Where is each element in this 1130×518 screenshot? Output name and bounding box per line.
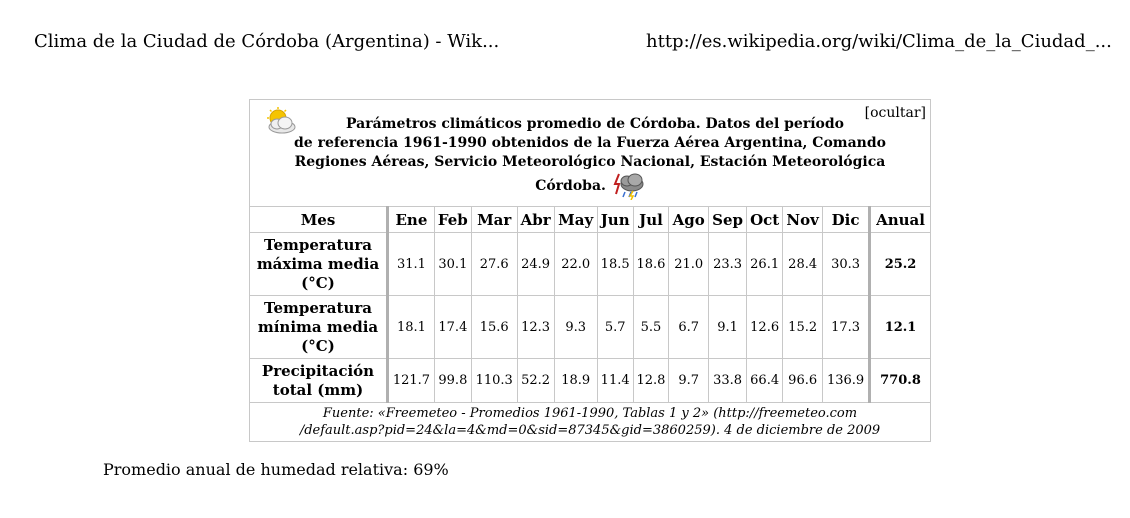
header-month: Ene	[388, 207, 435, 233]
table-cell: 9.1	[709, 296, 747, 359]
header-month: Nov	[783, 207, 823, 233]
header-month: Abr	[517, 207, 554, 233]
table-cell: 136.9	[823, 359, 870, 403]
caption-line-rest: de referencia 1961-1990 obtenidos de la Fuerza Aérea Argentina, Comando Regiones Aéreas, Servicio Meteorológico Nacional, Estación Meteorológica Córdoba.	[294, 134, 886, 194]
table-cell: 110.3	[471, 359, 517, 403]
header-month: Mar	[471, 207, 517, 233]
header-month: Dic	[823, 207, 870, 233]
table-cell: 11.4	[597, 359, 633, 403]
table-cell: 28.4	[783, 233, 823, 296]
table-cell: 30.3	[823, 233, 870, 296]
header-month: Jun	[597, 207, 633, 233]
header-month: Oct	[747, 207, 783, 233]
table-header-row	[250, 207, 931, 233]
row-label-precipitation: Precipitación total (mm)	[250, 359, 388, 403]
table-caption	[250, 107, 930, 200]
table-cell: 5.5	[633, 296, 669, 359]
table-cell: 18.6	[633, 233, 669, 296]
header-month: May	[554, 207, 597, 233]
table-cell: 22.0	[554, 233, 597, 296]
page-url[interactable]: http://es.wikipedia.org/wiki/Clima_de_la_Ciudad_...	[646, 31, 1112, 52]
header-month: Sep	[709, 207, 747, 233]
source-line-1[interactable]: Fuente: «Freemeteo - Promedios 1961-1990, Tablas 1 y 2» (http://freemeteo.com	[322, 406, 858, 421]
table-cell: 12.8	[633, 359, 669, 403]
table-cell: 66.4	[747, 359, 783, 403]
annual-cell: 12.1	[870, 296, 931, 359]
hide-table-link[interactable]: [ocultar]	[864, 105, 926, 121]
humidity-text: Promedio anual de humedad relativa: 69%	[103, 460, 449, 479]
table-cell: 17.3	[823, 296, 870, 359]
table-cell: 6.7	[669, 296, 709, 359]
table-cell: 21.0	[669, 233, 709, 296]
table-source	[250, 403, 931, 442]
table-cell: 18.5	[597, 233, 633, 296]
table-row	[250, 233, 931, 296]
storm-cloud-icon	[613, 172, 645, 200]
header-month: Jul	[633, 207, 669, 233]
caption-line-1: Parámetros climáticos promedio de Córdoba. Datos del período	[346, 115, 844, 132]
table-cell: 9.7	[669, 359, 709, 403]
table-cell: 15.6	[471, 296, 517, 359]
table-row	[250, 359, 931, 403]
table-cell: 33.8	[709, 359, 747, 403]
table-cell: 24.9	[517, 233, 554, 296]
table-cell: 99.8	[434, 359, 471, 403]
table-cell: 12.6	[747, 296, 783, 359]
table-cell: 12.3	[517, 296, 554, 359]
table-cell: 26.1	[747, 233, 783, 296]
table-cell: 52.2	[517, 359, 554, 403]
annual-cell: 770.8	[870, 359, 931, 403]
header-month-label: Mes	[250, 207, 388, 233]
table-cell: 5.7	[597, 296, 633, 359]
table-cell: 9.3	[554, 296, 597, 359]
table-cell: 18.1	[388, 296, 435, 359]
row-label-max-temp: Temperatura máxima media (°C)	[250, 233, 388, 296]
table-cell: 31.1	[388, 233, 435, 296]
table-cell: 96.6	[783, 359, 823, 403]
climate-table	[249, 99, 931, 442]
table-cell: 17.4	[434, 296, 471, 359]
table-cell: 23.3	[709, 233, 747, 296]
partly-cloudy-icon	[264, 107, 298, 135]
header-month: Feb	[434, 207, 471, 233]
annual-cell: 25.2	[870, 233, 931, 296]
table-caption-cell	[250, 100, 931, 207]
table-cell: 121.7	[388, 359, 435, 403]
table-cell: 30.1	[434, 233, 471, 296]
table-row	[250, 296, 931, 359]
row-label-min-temp: Temperatura mínima media (°C)	[250, 296, 388, 359]
page-title: Clima de la Ciudad de Córdoba (Argentina) - Wik...	[34, 31, 500, 52]
header-annual: Anual	[870, 207, 931, 233]
source-line-2[interactable]: /default.asp?pid=24&la=4&md=0&sid=87345&gid=3860259). 4 de diciembre de 2009	[299, 423, 881, 438]
header-month: Ago	[669, 207, 709, 233]
table-cell: 27.6	[471, 233, 517, 296]
table-cell: 15.2	[783, 296, 823, 359]
table-cell: 18.9	[554, 359, 597, 403]
